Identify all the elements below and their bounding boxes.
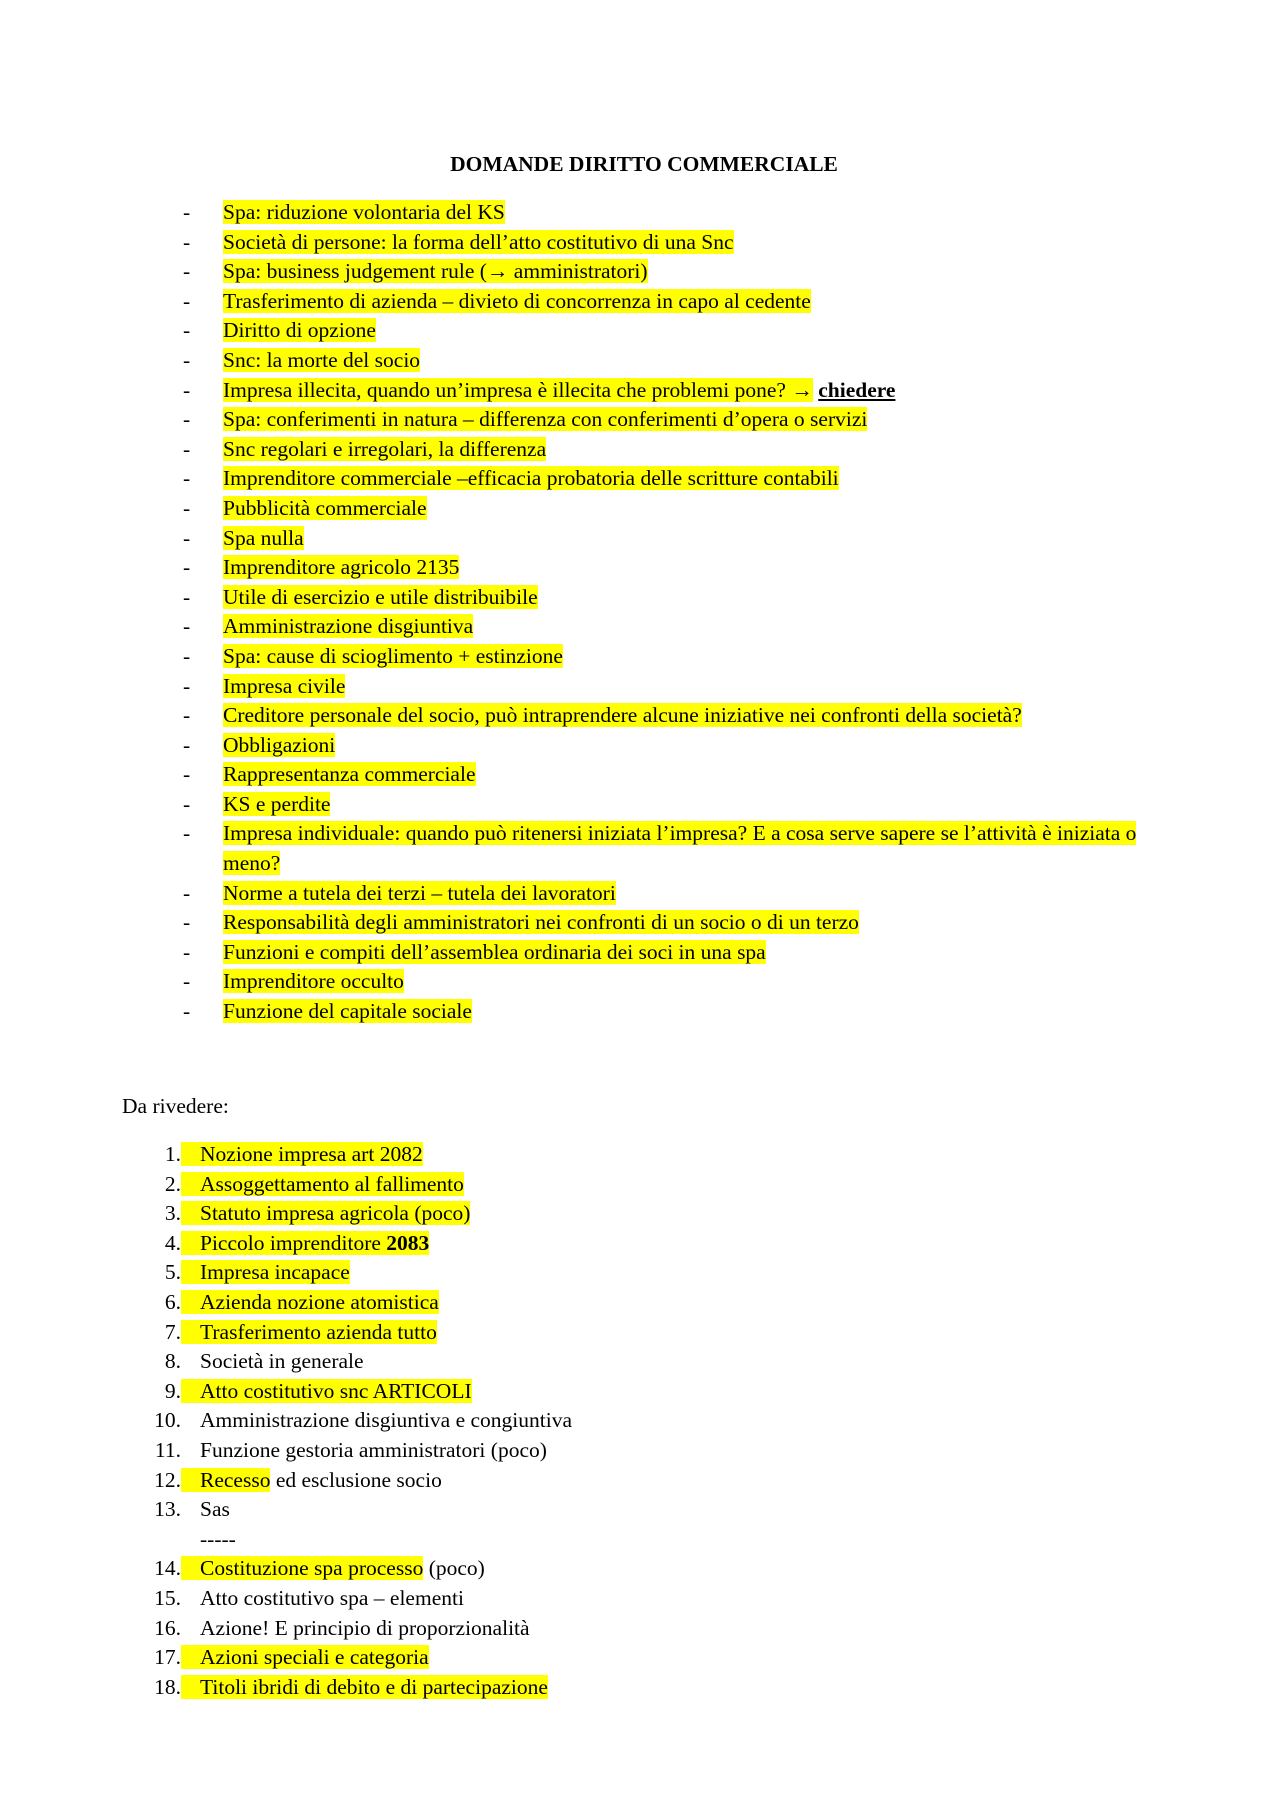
review-item xyxy=(0,1258,1280,1288)
question-text xyxy=(223,997,472,1027)
bullet-dash: - xyxy=(183,347,191,372)
bullet-dash: - xyxy=(183,673,191,698)
highlighted-text: Imprenditore occulto xyxy=(223,969,404,994)
highlighted-text: Spa: cause di scioglimento + estinzione xyxy=(223,643,563,668)
review-item xyxy=(0,1140,1280,1170)
item-number: 6. xyxy=(164,1289,181,1314)
plain-text: Azione! E principio di proporzionalità xyxy=(200,1615,530,1640)
question-text xyxy=(223,435,546,465)
bullet-dash: - xyxy=(183,555,191,580)
highlighted-text: Spa: business judgement rule (→ amministratori) xyxy=(223,259,648,284)
highlighted-text xyxy=(181,1290,439,1314)
item-number: 13. xyxy=(154,1497,181,1522)
highlighted-text: Funzione del capitale sociale xyxy=(223,999,472,1024)
review-item-text xyxy=(181,1584,464,1614)
highlighted-text: Amministrazione disgiuntiva xyxy=(223,614,474,639)
bullet-dash: - xyxy=(183,584,191,609)
question-text xyxy=(223,583,538,613)
question-text xyxy=(223,819,1143,878)
review-item xyxy=(0,1554,1280,1584)
review-item xyxy=(0,1584,1280,1614)
review-item xyxy=(0,1347,1280,1377)
question-text xyxy=(223,879,616,909)
review-item-text xyxy=(181,1614,530,1644)
separator-text: ----- xyxy=(200,1526,236,1551)
highlighted-text xyxy=(181,1201,470,1225)
highlighted-text: Spa: conferimenti in natura – differenza con conferimenti d’opera o servizi xyxy=(223,407,868,432)
bullet-dash: - xyxy=(183,318,191,343)
review-item xyxy=(0,1170,1280,1200)
question-text xyxy=(223,672,345,702)
review-item-text xyxy=(181,1466,442,1496)
review-item-text xyxy=(181,1229,429,1259)
question-item xyxy=(0,612,1280,642)
bullet-dash: - xyxy=(183,939,191,964)
highlighted-text: Impresa individuale: quando può ritenersi iniziata l’impresa? E a cosa serve sapere se l’attività è iniziata o meno? xyxy=(223,821,1137,876)
review-item xyxy=(0,1614,1280,1644)
review-item xyxy=(0,1466,1280,1496)
question-text xyxy=(223,642,563,672)
question-text xyxy=(223,228,734,258)
highlighted-label: Titoli ibridi di debito e di partecipazione xyxy=(200,1674,548,1699)
highlighted-label: Piccolo imprenditore xyxy=(200,1230,387,1255)
review-item-text xyxy=(181,1436,547,1466)
highlighted-text: Pubblicità commerciale xyxy=(223,495,427,520)
question-text xyxy=(223,257,648,287)
highlighted-text: Snc regolari e irregolari, la differenza xyxy=(223,436,547,461)
question-item xyxy=(0,376,1280,406)
highlighted-text: Trasferimento di azienda – divieto di concorrenza in capo al cedente xyxy=(223,288,811,313)
item-number: 1. xyxy=(164,1142,181,1166)
review-item-text xyxy=(181,1347,364,1377)
question-item xyxy=(0,435,1280,465)
highlighted-text: Snc: la morte del socio xyxy=(223,347,421,372)
bullet-dash: - xyxy=(183,495,191,520)
highlighted-label: Trasferimento azienda tutto xyxy=(200,1319,437,1344)
separator-line xyxy=(0,1525,1280,1555)
question-item xyxy=(0,553,1280,583)
highlighted-text: Spa nulla xyxy=(223,525,304,550)
review-item-text xyxy=(181,1170,464,1200)
question-item xyxy=(0,760,1280,790)
review-item-text xyxy=(181,1288,439,1318)
review-heading: Da rivedere: xyxy=(122,1094,229,1118)
highlighted-text: Spa: riduzione volontaria del KS xyxy=(223,200,505,224)
bullet-dash: - xyxy=(183,466,191,491)
highlighted-text xyxy=(181,1142,423,1166)
plain-text: Amministrazione disgiuntiva e congiuntiva xyxy=(200,1408,572,1433)
question-item xyxy=(0,198,1280,228)
question-text xyxy=(223,464,839,494)
question-item xyxy=(0,346,1280,376)
highlighted-text: Obbligazioni xyxy=(223,732,336,757)
review-item xyxy=(0,1673,1280,1703)
document-title: DOMANDE DIRITTO COMMERCIALE xyxy=(450,152,838,176)
highlighted-text: Impresa civile xyxy=(223,673,346,698)
highlighted-text: Norme a tutela dei terzi – tutela dei lavoratori xyxy=(223,880,616,905)
question-text xyxy=(223,701,1022,731)
bullet-dash: - xyxy=(183,969,191,994)
highlighted-text: Imprenditore commerciale –efficacia probatoria delle scritture contabili xyxy=(223,466,839,491)
highlighted-text xyxy=(181,1468,270,1492)
question-text xyxy=(223,731,335,761)
question-item xyxy=(0,257,1280,287)
item-number: 16. xyxy=(154,1615,181,1640)
bullet-dash: - xyxy=(183,821,191,846)
highlighted-label: Azioni speciali e categoria xyxy=(200,1645,429,1670)
question-item xyxy=(0,819,1280,878)
question-text xyxy=(223,287,811,317)
plain-text: Funzione gestoria amministratori (poco) xyxy=(200,1437,547,1462)
highlighted-text xyxy=(181,1645,429,1669)
question-item xyxy=(0,790,1280,820)
question-text xyxy=(223,198,505,228)
highlighted-label: Recesso xyxy=(200,1467,271,1492)
bullet-dash: - xyxy=(183,229,191,254)
bullet-dash: - xyxy=(183,436,191,461)
highlighted-text xyxy=(181,1320,437,1344)
bullet-dash: - xyxy=(183,703,191,728)
bullet-dash: - xyxy=(183,910,191,935)
bullet-dash: - xyxy=(183,643,191,668)
review-item-text xyxy=(181,1406,572,1436)
highlighted-text: Rappresentanza commerciale xyxy=(223,762,476,787)
item-number: 12. xyxy=(154,1467,181,1492)
bullet-dash: - xyxy=(183,288,191,313)
question-item xyxy=(0,228,1280,258)
question-text xyxy=(223,346,420,376)
highlighted-label: Atto costitutivo snc ARTICOLI xyxy=(200,1378,472,1403)
review-item xyxy=(0,1377,1280,1407)
plain-text: ed esclusione socio xyxy=(270,1467,442,1492)
bullet-dash: - xyxy=(183,762,191,787)
highlighted-label: Assoggettamento al fallimento xyxy=(200,1171,464,1196)
question-text xyxy=(223,405,867,435)
highlighted-label: Azienda nozione atomistica xyxy=(200,1289,439,1314)
question-text xyxy=(223,967,404,997)
question-item xyxy=(0,967,1280,997)
review-item xyxy=(0,1199,1280,1229)
highlighted-text: Funzioni e compiti dell’assemblea ordinaria dei soci in una spa xyxy=(223,939,766,964)
review-item-text xyxy=(181,1554,485,1584)
review-item-text xyxy=(181,1318,437,1348)
review-item xyxy=(0,1318,1280,1348)
review-item-text xyxy=(181,1258,350,1288)
question-item xyxy=(0,997,1280,1027)
question-text xyxy=(223,612,473,642)
bullet-dash: - xyxy=(183,880,191,905)
bullet-dash: - xyxy=(183,525,191,550)
bullet-dash: - xyxy=(183,732,191,757)
review-list xyxy=(0,1140,1280,1702)
item-number: 18. xyxy=(154,1674,181,1699)
question-item xyxy=(0,731,1280,761)
review-item-text xyxy=(181,1673,548,1703)
question-text xyxy=(223,790,330,820)
review-item xyxy=(0,1229,1280,1259)
question-text xyxy=(223,553,459,583)
highlighted-text: Società di persone: la forma dell’atto costitutivo di una Snc xyxy=(223,229,734,254)
review-item-text xyxy=(181,1140,423,1170)
review-item-text xyxy=(181,1199,470,1229)
chiedere-note: chiedere xyxy=(818,377,896,402)
highlighted-text: Utile di esercizio e utile distribuibile xyxy=(223,584,538,609)
item-number: 8. xyxy=(164,1349,181,1374)
question-item xyxy=(0,316,1280,346)
highlighted-text: KS e perdite xyxy=(223,791,331,816)
highlighted-label: Costituzione spa processo xyxy=(200,1556,424,1581)
item-number: 3. xyxy=(164,1201,181,1226)
item-number: 11. xyxy=(154,1437,181,1462)
review-item xyxy=(0,1436,1280,1466)
highlighted-text: Creditore personale del socio, può intraprendere alcune iniziative nei confronti della società? xyxy=(223,703,1022,728)
bullet-dash: - xyxy=(183,999,191,1024)
question-item xyxy=(0,524,1280,554)
item-number: 9. xyxy=(164,1378,181,1403)
item-number: 2. xyxy=(164,1171,181,1196)
question-item xyxy=(0,672,1280,702)
bullet-dash: - xyxy=(183,377,191,402)
plain-text: (poco) xyxy=(423,1556,485,1581)
highlighted-text xyxy=(181,1675,548,1699)
bullet-dash: - xyxy=(183,200,191,224)
question-item xyxy=(0,879,1280,909)
item-number: 10. xyxy=(154,1408,181,1433)
review-item xyxy=(0,1406,1280,1436)
item-number: 14. xyxy=(154,1556,181,1581)
highlighted-text: Impresa illecita, quando un’impresa è illecita che problemi pone? → xyxy=(223,377,813,402)
review-item xyxy=(0,1495,1280,1525)
item-number: 5. xyxy=(164,1260,181,1285)
item-number: 7. xyxy=(164,1319,181,1344)
bullet-dash: - xyxy=(183,259,191,284)
question-item xyxy=(0,494,1280,524)
item-number: 17. xyxy=(154,1645,181,1670)
plain-text: Sas xyxy=(200,1497,230,1522)
plain-text: Atto costitutivo spa – elementi xyxy=(200,1585,464,1610)
review-item-text xyxy=(181,1377,472,1407)
highlighted-text xyxy=(181,1556,423,1580)
question-item xyxy=(0,938,1280,968)
question-text xyxy=(223,524,304,554)
question-text xyxy=(223,908,859,938)
question-item xyxy=(0,908,1280,938)
review-item-text xyxy=(181,1643,429,1673)
review-item xyxy=(0,1643,1280,1673)
item-number: 4. xyxy=(164,1230,181,1255)
question-item xyxy=(0,464,1280,494)
highlighted-text xyxy=(181,1172,464,1196)
question-text xyxy=(223,316,376,346)
highlighted-label: Nozione impresa art 2082 xyxy=(200,1142,423,1166)
question-item xyxy=(0,405,1280,435)
question-text xyxy=(223,376,895,406)
question-text xyxy=(223,938,766,968)
question-item xyxy=(0,287,1280,317)
highlighted-text: Imprenditore agricolo 2135 xyxy=(223,555,460,580)
highlighted-text xyxy=(181,1231,429,1255)
question-item xyxy=(0,701,1280,731)
question-text xyxy=(223,494,427,524)
plain-text: Società in generale xyxy=(200,1349,364,1374)
highlighted-label: Impresa incapace xyxy=(200,1260,350,1285)
bullet-dash: - xyxy=(183,407,191,432)
highlighted-text xyxy=(181,1379,472,1403)
question-item xyxy=(0,583,1280,613)
highlighted-text xyxy=(181,1260,350,1284)
highlighted-label: Statuto impresa agricola (poco) xyxy=(200,1201,471,1226)
item-number: 15. xyxy=(154,1585,181,1610)
review-item xyxy=(0,1288,1280,1318)
highlighted-text: Responsabilità degli amministratori nei confronti di un socio o di un terzo xyxy=(223,910,859,935)
bullet-dash: - xyxy=(183,614,191,639)
bold-article-number: 2083 xyxy=(386,1230,430,1255)
highlighted-text: Diritto di opzione xyxy=(223,318,376,343)
question-item xyxy=(0,642,1280,672)
questions-list xyxy=(0,198,1280,1027)
bullet-dash: - xyxy=(183,791,191,816)
question-text xyxy=(223,760,476,790)
review-item-text xyxy=(181,1495,230,1525)
